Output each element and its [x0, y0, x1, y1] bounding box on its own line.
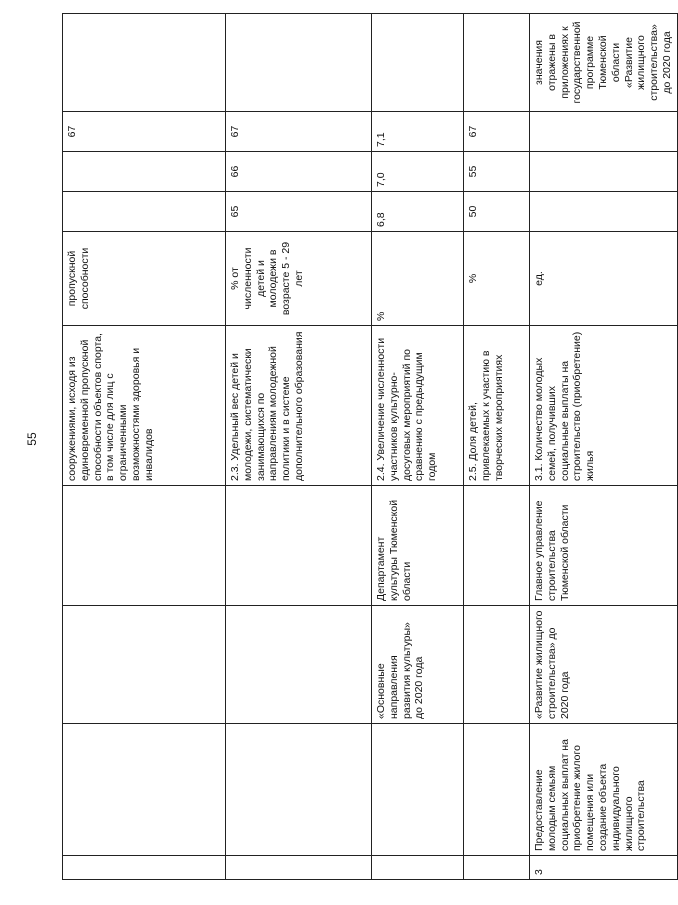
cell-executor: [464, 486, 530, 606]
table-row: [530, 14, 678, 880]
cell-note: [226, 14, 372, 112]
indicators-table: [62, 13, 678, 880]
table-row: [226, 14, 372, 880]
page-number: 55: [25, 432, 39, 446]
cell-value-3: 7,1: [372, 112, 464, 152]
cell-task: [372, 724, 464, 856]
cell-unit: % от численности детей и молодежи в возрасте 5 - 29 лет: [226, 232, 372, 326]
table-row: [464, 14, 530, 880]
cell-indicator: 2.5. Доля детей, привлекаемых к участию в творческих мероприятиях: [464, 326, 530, 486]
table-row: [63, 14, 226, 880]
cell-program: [464, 606, 530, 724]
table-row: [372, 14, 464, 880]
cell-value-3: 67: [63, 112, 226, 152]
cell-task: [464, 724, 530, 856]
rotated-table-container: [62, 14, 673, 880]
cell-task: [226, 724, 372, 856]
cell-value-2: 66: [226, 152, 372, 192]
cell-unit: %: [372, 232, 464, 326]
cell-num: [464, 856, 530, 880]
cell-program: [63, 606, 226, 724]
cell-indicator: 2.4. Увеличение численности участников культурно-досуговых мероприятий по сравнению с предыдущим годом: [372, 326, 464, 486]
cell-executor: Департамент культуры Тюменской области: [372, 486, 464, 606]
cell-value-1: [63, 192, 226, 232]
cell-task: [63, 724, 226, 856]
cell-note: [464, 14, 530, 112]
cell-task: Предоставление молодым семьям социальных выплат на приобретение жилого помещения или создание объекта индивидуального жилищного строительства: [530, 724, 678, 856]
cell-value-2: [530, 152, 678, 192]
cell-value-2: 7,0: [372, 152, 464, 192]
cell-unit: ед.: [530, 232, 678, 326]
cell-executor: [63, 486, 226, 606]
cell-value-2: [63, 152, 226, 192]
cell-value-1: [530, 192, 678, 232]
cell-unit: %: [464, 232, 530, 326]
cell-value-1: 6,8: [372, 192, 464, 232]
cell-value-2: 55: [464, 152, 530, 192]
cell-num: 3: [530, 856, 678, 880]
cell-value-3: [530, 112, 678, 152]
cell-indicator: 2.3. Удельный вес детей и молодежи, систематически занимающихся по направлениям молодежной политики и в системе дополнительного образования: [226, 326, 372, 486]
cell-num: [63, 856, 226, 880]
cell-num: [226, 856, 372, 880]
cell-program: «Основные направления развития культуры» до 2020 года: [372, 606, 464, 724]
cell-indicator: сооружениями, исходя из единовременной пропускной способности объектов спорта, в том числе для лиц с ограниченными возможностями здоровья и инвалидов: [63, 326, 226, 486]
cell-value-1: 65: [226, 192, 372, 232]
cell-value-1: 50: [464, 192, 530, 232]
cell-program: [226, 606, 372, 724]
cell-note: [372, 14, 464, 112]
cell-unit: пропускной способности: [63, 232, 226, 326]
cell-indicator: 3.1. Количество молодых семей, получивших социальные выплаты на строительство (приобретение) жилья: [530, 326, 678, 486]
cell-note: [63, 14, 226, 112]
cell-value-3: 67: [226, 112, 372, 152]
cell-num: [372, 856, 464, 880]
cell-program: «Развитие жилищного строительства» до 2020 года: [530, 606, 678, 724]
cell-value-3: 67: [464, 112, 530, 152]
cell-executor: Главное управление строительства Тюменской области: [530, 486, 678, 606]
cell-executor: [226, 486, 372, 606]
cell-note: значения отражены в приложениях к государственной программе Тюменской области «Развитие жилищного строительства» до 2020 года: [530, 14, 678, 112]
